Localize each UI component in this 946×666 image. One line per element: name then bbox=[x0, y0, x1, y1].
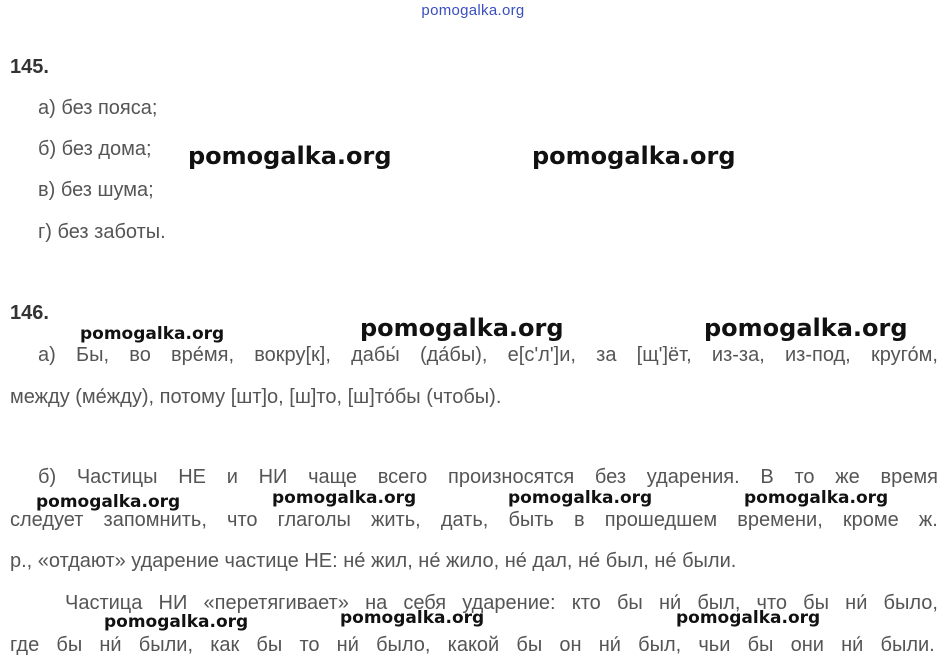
word: то bbox=[794, 466, 815, 488]
task-146-b-line-2 bbox=[10, 509, 938, 532]
word: был, bbox=[697, 592, 741, 614]
word: е[с'л']и, bbox=[507, 344, 576, 366]
word: НИ bbox=[258, 466, 288, 488]
word: запомнить, bbox=[103, 509, 207, 531]
word: из-за, bbox=[711, 344, 765, 366]
word: что bbox=[227, 509, 258, 531]
word: НИ bbox=[158, 592, 188, 614]
watermark: pomogalka.org bbox=[508, 488, 653, 508]
word: бы bbox=[516, 634, 543, 656]
word: Частицы bbox=[76, 466, 158, 488]
word: «перетягивает» bbox=[203, 592, 349, 614]
word: они bbox=[790, 634, 824, 656]
word: кто bbox=[571, 592, 601, 614]
word: бы bbox=[747, 634, 774, 656]
word: кроме bbox=[842, 509, 899, 531]
task-145-item-d: г) без заботы. bbox=[38, 221, 166, 243]
word: Бы, bbox=[76, 344, 110, 366]
watermark: pomogalka.org bbox=[80, 324, 225, 344]
watermark: pomogalka.org bbox=[676, 608, 821, 628]
word: чьи bbox=[698, 634, 731, 656]
word: и bbox=[226, 466, 238, 488]
word: ни́ bbox=[658, 592, 682, 614]
word: время bbox=[880, 466, 938, 488]
word: где bbox=[10, 634, 40, 656]
word: бы bbox=[256, 634, 283, 656]
word: был, bbox=[638, 634, 682, 656]
word: ни́ bbox=[841, 634, 864, 656]
word: дабы́ bbox=[351, 344, 400, 366]
word: НЕ bbox=[178, 466, 206, 488]
task-145-number: 145. bbox=[10, 56, 49, 78]
word: какой bbox=[447, 634, 500, 656]
word: Частица bbox=[65, 592, 143, 614]
word: ни́ bbox=[845, 592, 868, 614]
word: он bbox=[559, 634, 582, 656]
word: ударение: bbox=[462, 592, 556, 614]
task-146-b-line-1 bbox=[38, 466, 938, 489]
watermark: pomogalka.org bbox=[360, 314, 564, 342]
word: во bbox=[129, 344, 151, 366]
word: В bbox=[760, 466, 774, 488]
word: то bbox=[299, 634, 320, 656]
site-header: pomogalka.org bbox=[421, 2, 525, 19]
word: круго́м, bbox=[870, 344, 938, 366]
word: произносятся bbox=[448, 466, 575, 488]
word: ни́ bbox=[99, 634, 122, 656]
task-145-item-a: а) без пояса; bbox=[38, 97, 158, 119]
word: ударения. bbox=[646, 466, 740, 488]
word: вре́мя, bbox=[171, 344, 235, 366]
word: глаголы bbox=[277, 509, 351, 531]
word: быть bbox=[508, 509, 554, 531]
task-145-item-b: б) без дома; bbox=[38, 138, 152, 160]
task-146-a-line-1 bbox=[38, 344, 938, 367]
word: же bbox=[835, 466, 860, 488]
word: из-под, bbox=[784, 344, 851, 366]
word: были. bbox=[880, 634, 935, 656]
word: бы bbox=[56, 634, 83, 656]
task-146-c-line-2 bbox=[10, 634, 935, 657]
word: времени, bbox=[737, 509, 823, 531]
word: чаще bbox=[308, 466, 358, 488]
word: были, bbox=[138, 634, 194, 656]
word: жить, bbox=[371, 509, 421, 531]
watermark: pomogalka.org bbox=[188, 142, 392, 170]
word: б) bbox=[38, 466, 57, 488]
word: дать, bbox=[440, 509, 489, 531]
watermark: pomogalka.org bbox=[532, 142, 736, 170]
word: следует bbox=[10, 509, 84, 531]
word: на bbox=[365, 592, 388, 614]
word: за bbox=[596, 344, 617, 366]
word: ни́ bbox=[598, 634, 621, 656]
word: ни́ bbox=[336, 634, 359, 656]
word: как bbox=[210, 634, 240, 656]
word: всего bbox=[377, 466, 428, 488]
word: что bbox=[756, 592, 788, 614]
watermark: pomogalka.org bbox=[272, 488, 417, 508]
word: в bbox=[573, 509, 585, 531]
watermark: pomogalka.org bbox=[104, 612, 249, 632]
word: было, bbox=[376, 634, 431, 656]
task-146-a-line-2: между (ме́жду), потому [шт]о, [ш]то, [ш]то́бы (чтобы). bbox=[10, 386, 502, 408]
watermark: pomogalka.org bbox=[340, 608, 485, 628]
watermark: pomogalka.org bbox=[744, 488, 889, 508]
word: ж. bbox=[918, 509, 938, 531]
word: вокру[к], bbox=[254, 344, 331, 366]
task-146-b-line-3: р., «отдают» ударение частице НЕ: не́ жил, не́ жило, не́ дал, не́ был, не́ были. bbox=[10, 550, 737, 572]
word: себя bbox=[403, 592, 447, 614]
word: бы bbox=[616, 592, 643, 614]
task-146-number: 146. bbox=[10, 302, 49, 324]
word: [щ']ёт, bbox=[636, 344, 692, 366]
word: без bbox=[594, 466, 626, 488]
word: (да́бы), bbox=[419, 344, 488, 366]
task-145-item-c: в) без шума; bbox=[38, 179, 154, 201]
watermark: pomogalka.org bbox=[704, 314, 908, 342]
word: прошедшем bbox=[604, 509, 718, 531]
word: было, bbox=[883, 592, 938, 614]
word: а) bbox=[38, 344, 56, 366]
word: бы bbox=[803, 592, 830, 614]
watermark: pomogalka.org bbox=[36, 492, 181, 512]
